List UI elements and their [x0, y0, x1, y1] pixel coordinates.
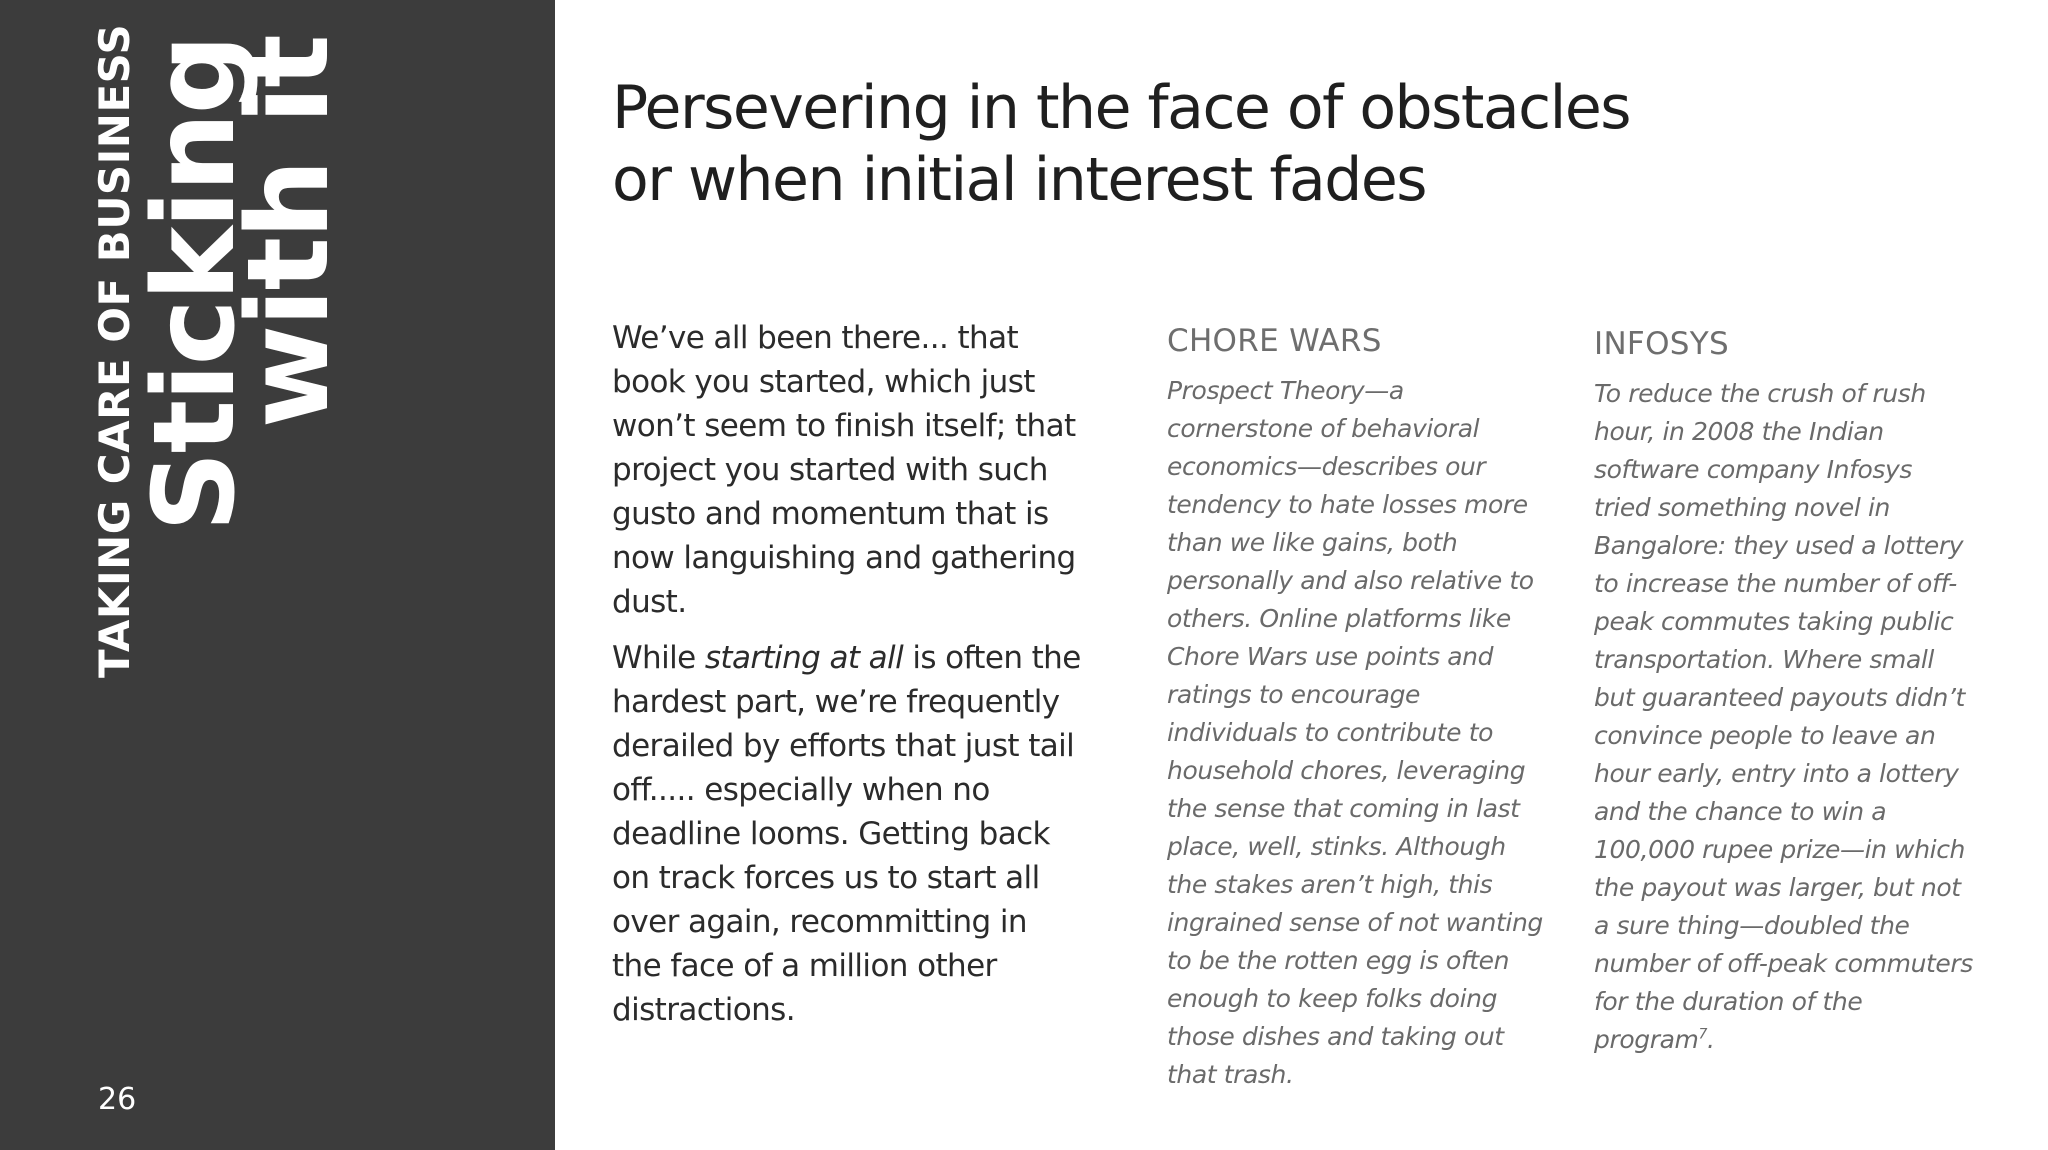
case-study-chore-wars [1167, 320, 1547, 1094]
case-study-body: Prospect Theory—a cornerstone of behavioral economics—describes our tendency to hate losses more than we like gains, both personally and also relative to others. Online platforms like Chore Wars use points and ratings to encourage individuals to contribute to household chores, leveraging the sense that coming in last place, well, stinks. Although the stakes aren’t high, this ingrained sense of not wanting to be the rotten egg is often enough to keep folks doing those dishes and taking out that trash. [1167, 376, 1543, 1089]
sidebar-panel [0, 0, 555, 1150]
page-number: 26 [98, 1082, 137, 1117]
intro-paragraph-2 [612, 636, 1082, 1032]
case-study-body-ending: . [1706, 1025, 1715, 1054]
case-study-infosys [1594, 323, 1974, 1059]
case-study-body-wrapper [1594, 375, 1974, 1059]
case-study-body: To reduce the crush of rush hour, in 2008 the Indian software company Infosys tried something novel in Bangalore: they used a lottery to increase the number of off-peak commutes taking public transportation. Where small but guaranteed payouts didn’t convince people to leave an hour early, entry into a lottery and the chance to win a 100,000 rupee prize—in which the payout was larger, but not a sure thing—doubled the number of off-peak commuters for the duration of the program [1594, 379, 1973, 1054]
section-label: TAKING CARE OF BUSINESS [90, 23, 139, 678]
chapter-title-line-2: with it [224, 36, 354, 429]
headline-line-2: or when initial interest fades [612, 145, 1427, 215]
headline-line-1: Persevering in the face of obstacles [612, 73, 1631, 143]
intro-paragraph-2-start: While [612, 640, 705, 676]
footnote-marker: 7 [1698, 1026, 1707, 1043]
case-study-title: CHORE WARS [1167, 323, 1382, 359]
intro-emphasis: starting at all [704, 640, 904, 676]
intro-paragraph-1: We’ve all been there... that book you started, which just won’t seem to finish itself; that project you started with such gusto and momentum that is now languishing and gathering dust. [612, 320, 1076, 620]
page-headline [612, 72, 1712, 216]
chapter-title-line-1: Sticking [130, 36, 260, 532]
intro-text [612, 316, 1082, 1044]
chapter-title [130, 36, 354, 532]
intro-paragraph-2-rest: is often the hardest part, we’re frequently derailed by efforts that just tail off..... especially when no deadline looms. Getting back on track forces us to start all over again, recommitting in the face of a million other distractions. [612, 640, 1081, 1028]
case-study-title: INFOSYS [1594, 326, 1729, 362]
